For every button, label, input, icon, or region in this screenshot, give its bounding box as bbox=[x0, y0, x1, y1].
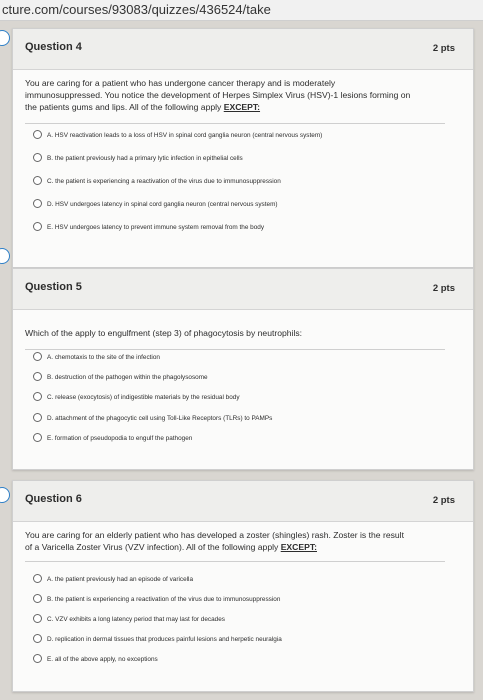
answer-label: A. chemotaxis to the site of the infection bbox=[47, 354, 160, 361]
answer-label: E. HSV undergoes latency to prevent immune system removal from the body bbox=[47, 224, 265, 231]
question-header bbox=[13, 29, 473, 70]
radio-button[interactable] bbox=[33, 413, 42, 422]
answer-option[interactable] bbox=[33, 371, 453, 385]
radio-button[interactable] bbox=[33, 594, 42, 603]
prompt-emphasis: EXCEPT: bbox=[223, 102, 261, 112]
prompt-line: of a Varicella Zoster Virus (VZV infection). All of the following apply bbox=[25, 542, 281, 552]
answer-label: D. attachment of the phagocytic cell using Toll-Like Receptors (TLRs) to PAMPs bbox=[47, 415, 273, 422]
browser-address-bar[interactable] bbox=[0, 0, 483, 21]
answer-label: B. destruction of the pathogen within the phagolysosome bbox=[47, 374, 208, 381]
answer-label: C. VZV exhibits a long latency period that may last for decades bbox=[47, 616, 225, 623]
question-card-4 bbox=[12, 28, 474, 268]
radio-button[interactable] bbox=[33, 574, 42, 583]
radio-button[interactable] bbox=[33, 372, 42, 381]
radio-button[interactable] bbox=[33, 654, 42, 663]
answer-option[interactable] bbox=[33, 613, 453, 627]
answer-label: D. replication in dermal tissues that produces painful lesions and herpetic neuralgia bbox=[47, 636, 282, 643]
question-header bbox=[13, 481, 473, 522]
question-points: 2 pts bbox=[432, 43, 455, 54]
answer-label: B. the patient is experiencing a reactivation of the virus due to immunosuppression bbox=[47, 596, 281, 603]
divider bbox=[25, 349, 445, 350]
question-header bbox=[13, 269, 473, 310]
question-flag-icon[interactable] bbox=[0, 487, 10, 503]
answer-option[interactable] bbox=[33, 152, 453, 166]
prompt-line: You are caring for an elderly patient who has developed a zoster (shingles) rash. Zoster is the result bbox=[25, 530, 404, 540]
answer-option[interactable] bbox=[33, 412, 453, 426]
answer-label: C. release (exocytosis) of indigestible materials by the residual body bbox=[47, 394, 240, 401]
radio-button[interactable] bbox=[33, 130, 42, 139]
question-flag-icon[interactable] bbox=[0, 248, 10, 264]
question-prompt bbox=[25, 529, 445, 553]
answer-option[interactable] bbox=[33, 633, 453, 647]
radio-button[interactable] bbox=[33, 433, 42, 442]
answer-label: E. all of the above apply, no exceptions bbox=[47, 656, 158, 663]
answer-label: A. the patient previously had an episode of varicella bbox=[47, 576, 194, 583]
answer-label: A. HSV reactivation leads to a loss of HSV in spinal cord ganglia neuron (central nervous system) bbox=[47, 132, 323, 139]
divider bbox=[25, 561, 445, 562]
prompt-emphasis: EXCEPT: bbox=[280, 542, 317, 552]
radio-button[interactable] bbox=[33, 352, 42, 361]
question-title: Question 5 bbox=[25, 281, 82, 293]
answer-option[interactable] bbox=[33, 391, 453, 405]
radio-button[interactable] bbox=[33, 153, 42, 162]
prompt-line: You are caring for a patient who has undergone cancer therapy and is moderately bbox=[25, 78, 336, 88]
answer-option[interactable] bbox=[33, 653, 453, 667]
prompt-line: immunosuppressed. You notice the development of Herpes Simplex Virus (HSV)-1 lesions forming on bbox=[25, 90, 411, 100]
answer-label: E. formation of pseudopodia to engulf the pathogen bbox=[47, 435, 193, 442]
radio-button[interactable] bbox=[33, 176, 42, 185]
answer-option[interactable] bbox=[33, 198, 453, 212]
answer-option[interactable] bbox=[33, 221, 453, 235]
question-title: Question 4 bbox=[25, 41, 82, 53]
question-title: Question 6 bbox=[25, 493, 82, 505]
url-text: cture.com/courses/93083/quizzes/436524/take bbox=[2, 2, 271, 17]
question-points: 2 pts bbox=[432, 495, 455, 506]
answer-label: C. the patient is experiencing a reactivation of the virus due to immunosuppression bbox=[47, 178, 281, 185]
question-prompt bbox=[25, 77, 445, 113]
question-prompt bbox=[25, 327, 445, 339]
prompt-line: the patients gums and lips. All of the following apply bbox=[25, 102, 224, 112]
question-flag-icon[interactable] bbox=[0, 30, 10, 46]
radio-button[interactable] bbox=[33, 614, 42, 623]
answer-option[interactable] bbox=[33, 175, 453, 189]
radio-button[interactable] bbox=[33, 634, 42, 643]
radio-button[interactable] bbox=[33, 199, 42, 208]
question-points: 2 pts bbox=[432, 283, 455, 294]
question-card-6 bbox=[12, 480, 474, 692]
answer-option[interactable] bbox=[33, 432, 453, 446]
answer-option[interactable] bbox=[33, 351, 453, 365]
radio-button[interactable] bbox=[33, 222, 42, 231]
divider bbox=[25, 123, 445, 124]
answer-option[interactable] bbox=[33, 129, 453, 143]
radio-button[interactable] bbox=[33, 392, 42, 401]
question-card-5 bbox=[12, 268, 474, 470]
answer-option[interactable] bbox=[33, 593, 453, 607]
answer-option[interactable] bbox=[33, 573, 453, 587]
answer-label: B. the patient previously had a primary lytic infection in epithelial cells bbox=[47, 155, 243, 162]
prompt-line: Which of the apply to engulfment (step 3) of phagocytosis by neutrophils: bbox=[25, 328, 303, 338]
answer-label: D. HSV undergoes latency in spinal cord ganglia neuron (central nervous system) bbox=[47, 201, 278, 208]
